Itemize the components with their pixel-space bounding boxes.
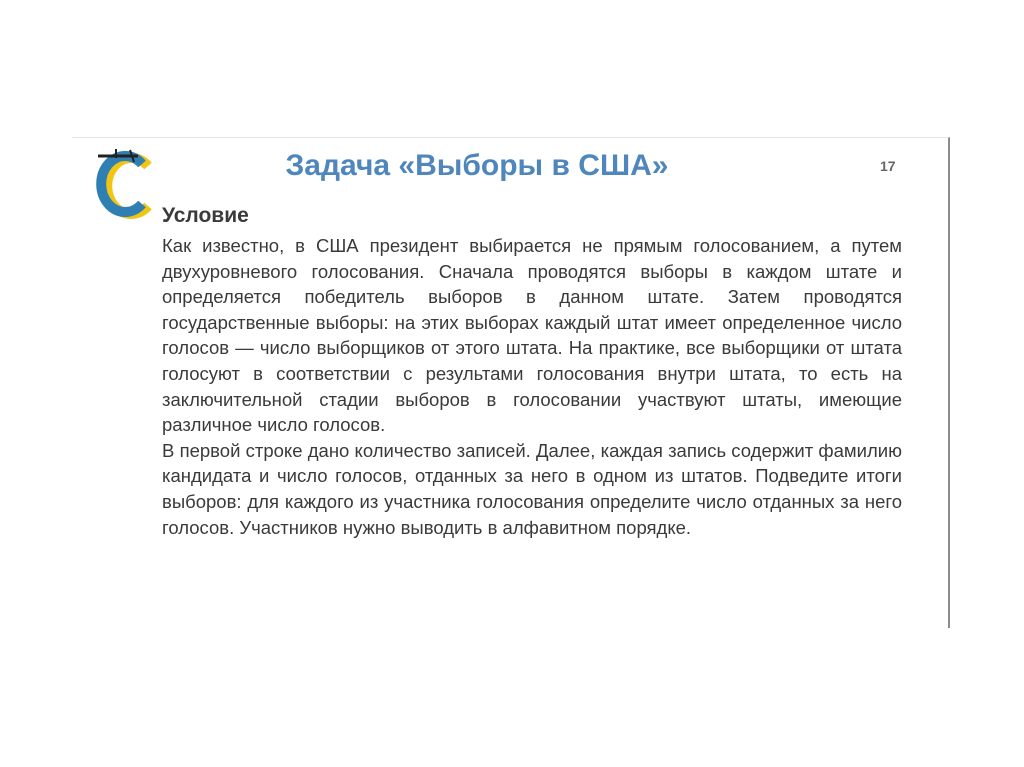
body-text [162,233,902,540]
slide-title: Задача «Выборы в США» [285,149,669,182]
slide-number: 17 [880,158,896,174]
letter-c-logo-icon [92,144,156,226]
slide [72,137,950,628]
paragraph: В первой строке дано количество записей. Далее, каждая запись содержит фамилию кандидата и число голосов, отданных за него в одном из штатов. Подведите итоги выборов: для каждого из участника голосования определите число отданных за него голосов. Участников нужно выводить в алфавитном порядке. [162,439,902,538]
paragraph: Как известно, в США президент выбирается не прямым голосованием, а путем двухуровневого голосования. Сначала проводятся выборы в каждом штате и определяется победитель выборов в данном штате. Затем проводятся государственные выборы: на этих выборах каждый штат имеет определенное число голосов — число выборщиков от этого штата. На практике, все выборщики от штата голосуют в соответствии с результами голосования внутри штата, то есть на заключительной стадии выборов в голосовании участвуют штаты, имеющие различное число голосов. [162,235,902,436]
section-heading: Условие [162,204,249,227]
